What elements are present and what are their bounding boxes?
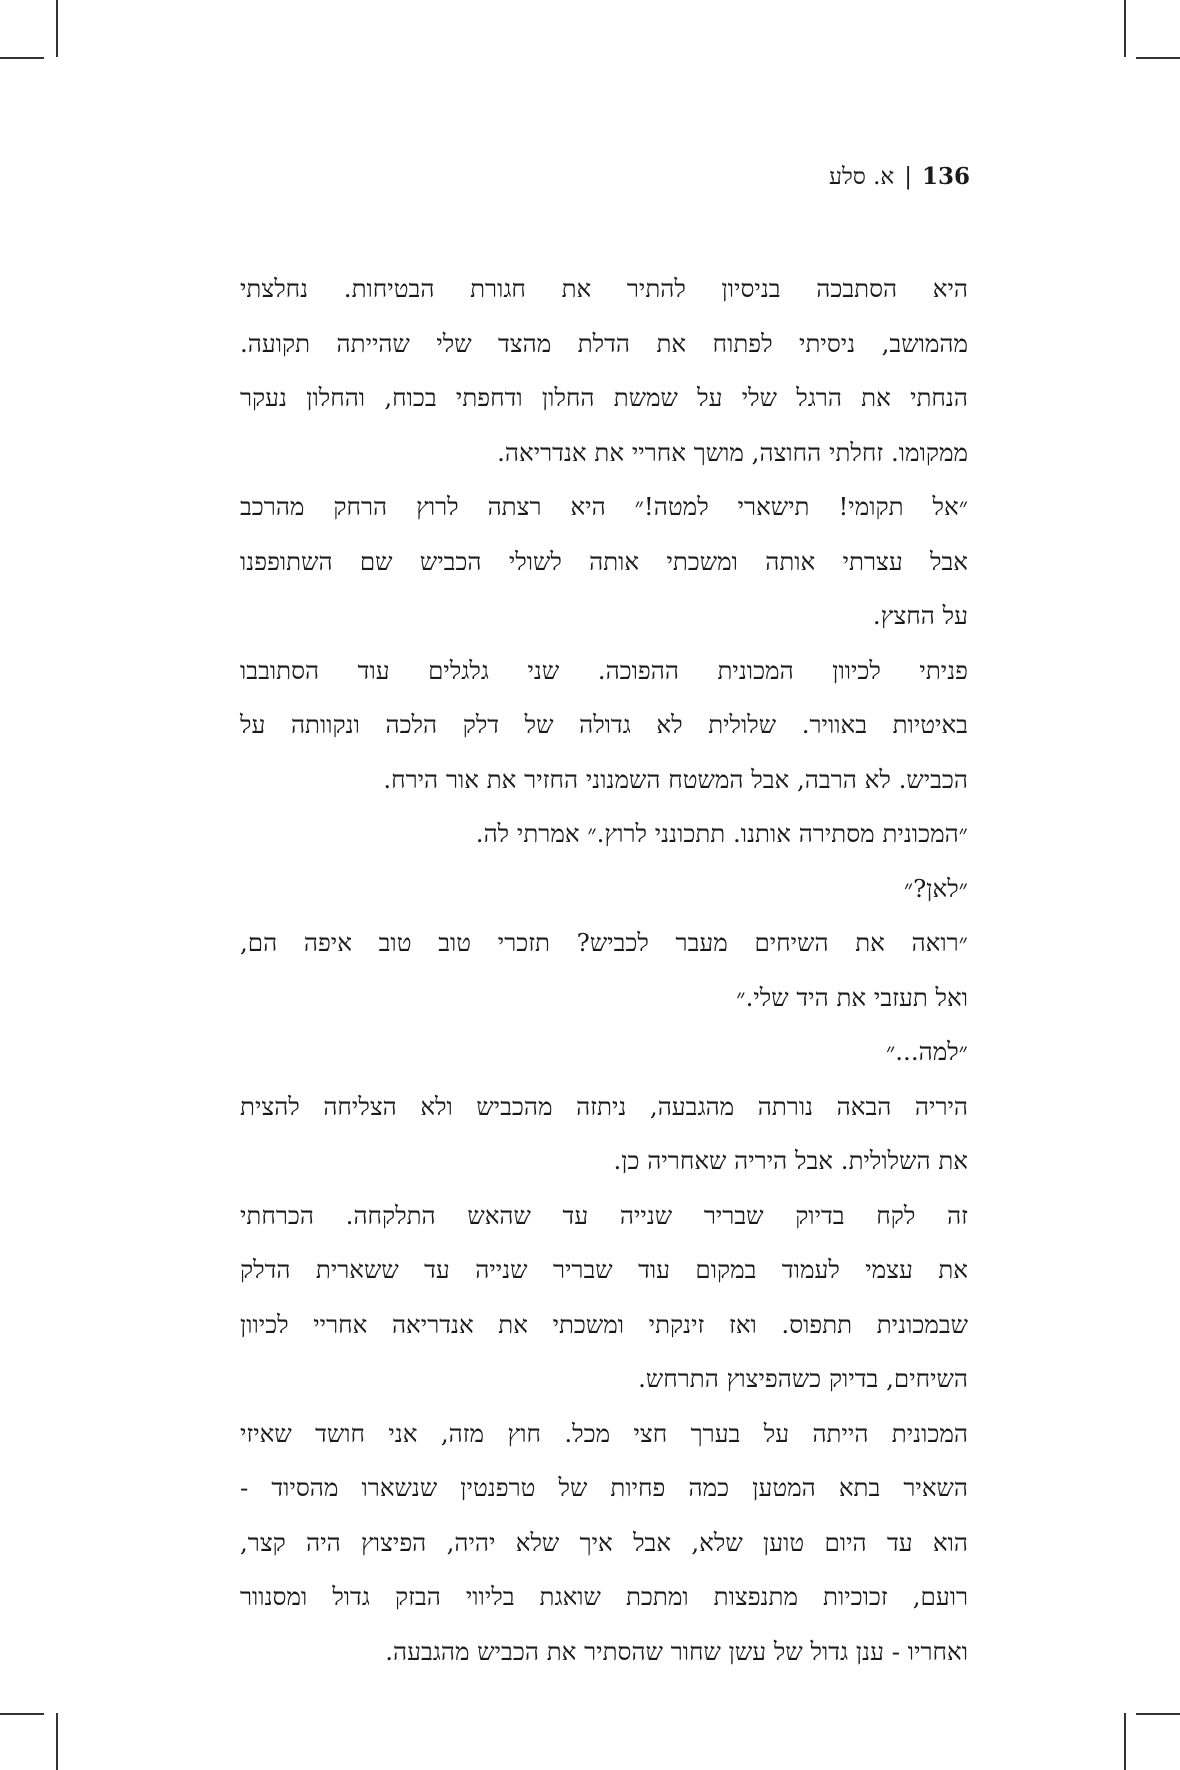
text-line: הכביש. לא הרבה, אבל המשטח השמנוני החזיר את אור הירח.	[383, 764, 968, 794]
paragraph	[240, 862, 968, 917]
text-line: אבל עצרתי אותה ומשכתי אותה לשולי הכביש שם השתופפנו	[240, 546, 968, 576]
text-line: באיטיות באוויר. שלולית לא גדולה של דלק הלכה ונקוותה על	[240, 710, 968, 739]
text-line: המכונית הייתה על בערך חצי מכל. חוץ מזה, אני חושד שאיזי	[240, 1418, 968, 1448]
text-line: זה לקח בדיוק שבריר שנייה עד שהאש התלקחה. הכרחתי	[240, 1200, 968, 1230]
paragraph	[240, 644, 968, 808]
paragraph	[240, 262, 968, 480]
crop-mark-bottom-right-horizontal	[1136, 1713, 1180, 1715]
body-text	[240, 262, 968, 1679]
text-line: ״המכונית מסתירה אותנו. תתכונני לרוץ.״ אמרתי לה.	[475, 819, 968, 848]
text-line: מהמושב, ניסיתי לפתוח את הדלת מהצד שלי שהייתה תקועה.	[240, 328, 968, 358]
text-line: את עצמי לעמוד במקום עוד שבריר שנייה עד ששארית הדלק	[240, 1255, 968, 1284]
paragraph	[240, 480, 968, 644]
text-line: הוא עד היום טוען שלא, אבל איך שלא יהיה, הפיצוץ היה קצר,	[240, 1527, 968, 1557]
text-line: היא הסתבכה בניסיון להתיר את חגורת הבטיחות. נחלצתי	[240, 274, 968, 303]
text-line: רועם, זכוכיות מתנפצות ומתכת שואגת בליווי הבזק גדול ומסנוור	[240, 1582, 968, 1611]
text-line: הנחתי את הרגל שלי על שמשת החלון ודחפתי בכוח, והחלון נעקר	[240, 383, 968, 412]
text-line: על החצץ.	[872, 601, 968, 630]
text-line: ״למה...״	[885, 1037, 968, 1066]
text-line: ״אל תקומי! תישארי למטה!״ היא רצתה לרוץ הרחק מהרכב	[240, 492, 968, 521]
paragraph	[240, 1080, 968, 1189]
text-line: ממקומו. זחלתי החוצה, מושך אחריי את אנדריאה.	[497, 437, 968, 467]
text-line: היריה הבאה נורתה מהגבעה, ניתזה מהכביש ולא הצליחה להצית	[240, 1091, 968, 1121]
author-name: א. סלע	[828, 164, 895, 190]
text-line: ״רואה את השיחים מעבר לכביש? תזכרי טוב טוב איפה הם,	[240, 928, 968, 957]
text-line: השאיר בתא המטען כמה פחיות של טרפנטין שנשארו מהסיוד -	[240, 1473, 968, 1502]
text-line: ״לאן?״	[903, 873, 968, 903]
crop-mark-top-left-vertical	[56, 0, 58, 57]
paragraph	[240, 807, 968, 862]
crop-mark-bottom-right-vertical	[1124, 1713, 1126, 1770]
page-number: 136	[921, 163, 970, 190]
paragraph	[240, 916, 968, 1025]
running-head-separator: |	[904, 164, 912, 190]
running-head	[700, 163, 970, 197]
crop-mark-top-left-horizontal	[0, 57, 44, 59]
paragraph	[240, 1407, 968, 1680]
text-line: שבמכונית תתפוס. ואז זינקתי ומשכתי את אנדריאה אחריי לכיוון	[240, 1309, 968, 1339]
crop-mark-top-right-vertical	[1124, 0, 1126, 57]
text-line: השיחים, בדיוק כשהפיצוץ התרחש.	[638, 1364, 968, 1393]
paragraph	[240, 1189, 968, 1407]
text-line: את השלולית. אבל היריה שאחריה כן.	[613, 1146, 968, 1175]
text-line: ואחריו - ענן גדול של עשן שחור שהסתיר את הכביש מהגבעה.	[385, 1636, 968, 1666]
crop-mark-bottom-left-horizontal	[0, 1713, 44, 1715]
text-line: ואל תעזבי את היד שלי.״	[736, 982, 968, 1012]
paragraph	[240, 1025, 968, 1080]
text-line: פניתי לכיוון המכונית ההפוכה. שני גלגלים עוד הסתובבו	[240, 655, 968, 685]
crop-mark-bottom-left-vertical	[56, 1713, 58, 1770]
crop-mark-top-right-horizontal	[1136, 57, 1180, 59]
